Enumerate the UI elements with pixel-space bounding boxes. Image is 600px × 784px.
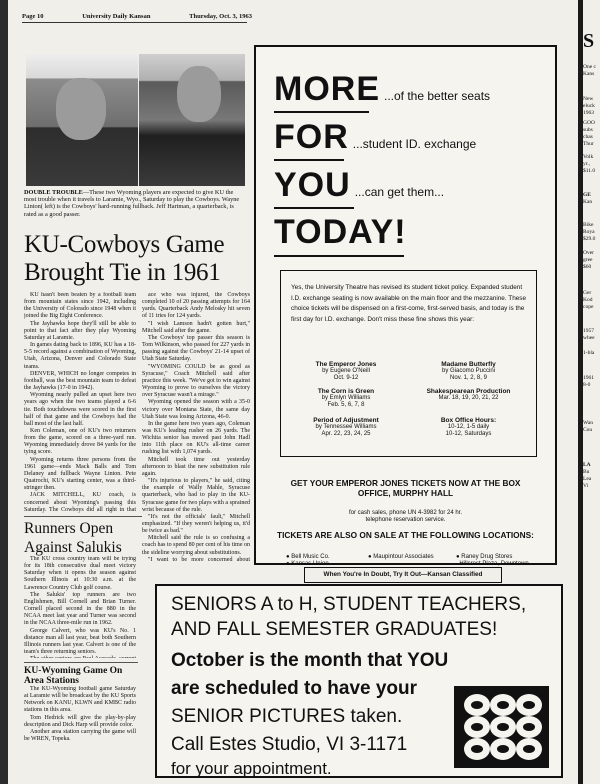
box-office-hours: [411, 417, 526, 438]
ad-line-for: [274, 118, 476, 157]
paragraph: Ken Coleman, one of KU's two returners from the game, scored on a three-yard run. Wyoming immediately drove 84 yards for the tying score.: [24, 427, 136, 456]
caption-lead: DOUBLE TROUBLE: [24, 189, 83, 196]
fragment: New: [583, 96, 594, 102]
ad-underline: [274, 159, 344, 161]
logo-ring: [464, 716, 490, 738]
outlet-item: ● Kansas Union: [286, 561, 329, 567]
paragraph: Tom Hedrick will give the play-by-play description and Dick Harp will provide color.: [24, 714, 136, 728]
outlet-name: Bell Music Co.: [291, 554, 330, 560]
hours-saturday: 10-12, Saturdays: [445, 431, 492, 437]
fragment: Thur: [583, 141, 594, 147]
logo-ring: [490, 716, 516, 738]
ad-big-word: FOR: [274, 118, 349, 156]
fragment: Roya: [583, 229, 595, 235]
fragment: chas: [583, 134, 593, 140]
story1-column-2: [142, 292, 250, 562]
logo-ring: [516, 738, 542, 760]
issue-date: Thursday, Oct. 3, 1963: [189, 13, 252, 20]
play-dates: Feb. 5, 6, 7, 8: [327, 402, 365, 408]
paragraph: Wyoming returns three persons from the 1961 game—ends Mack Balls and Tom Delaney and fullback Wayne Linton. Pete Quatrochi, KU's starting center, was a third-stringer then.: [24, 456, 136, 492]
headline-runners: Runners Open Against Salukis: [24, 516, 142, 557]
fragment: 1-bla: [583, 350, 595, 356]
ad-underline: [274, 255, 404, 257]
ad-underline: [274, 111, 369, 113]
adjacent-page-edge: [583, 0, 600, 784]
fragment: whee: [583, 335, 595, 341]
play-title: Period of Adjustment: [313, 417, 379, 424]
fragment: Vi: [583, 483, 589, 489]
fragment: Bu: [583, 469, 590, 475]
fragment: 8-0: [583, 382, 591, 388]
fragment: $11.0: [583, 168, 596, 174]
story2-body: [24, 556, 136, 658]
ad-line-more: [274, 70, 490, 109]
photo-caption: [24, 189, 246, 218]
hours-title: Box Office Hours:: [440, 417, 497, 424]
paragraph: KU hasn't been beaten by a football team from mountain states since 1942, including the University of Colorado since 1948 when it joined the Big Eight Conference.: [24, 292, 136, 320]
paragraph: Mitchell took time out yesterday afternoon to blast the new substitution rule again.: [142, 456, 250, 477]
fragment: Volk: [583, 154, 594, 160]
ad-line: are scheduled to have your: [171, 678, 418, 699]
ad-line: October is the month that YOU: [171, 650, 449, 671]
player-face: [177, 66, 221, 122]
logo-ring: [490, 738, 516, 760]
fragment: $29.0: [583, 236, 596, 242]
header-rule: [22, 22, 247, 23]
fragment: S: [583, 30, 595, 52]
play-author: by Emlyn Williams: [321, 395, 371, 401]
play-listing: [291, 417, 401, 438]
fragment: yr.,: [583, 161, 591, 167]
paragraph: The Jayhawks hope they'll still be able to point to that fact after they play Wyoming Saturday at Laramie.: [24, 320, 136, 341]
ad-big-word: MORE: [274, 70, 380, 108]
headline-ku-cowboys: KU-Cowboys Game Brought Tie in 1961: [24, 231, 225, 286]
ad-line: AND FALL SEMESTER GRADUATES!: [171, 619, 498, 640]
ad-line: SENIOR PICTURES taken.: [171, 706, 403, 727]
logo-ring: [464, 738, 490, 760]
policy-intro: Yes, the University Theatre has revised its student ticket policy. Expanded student I.D. exchange seating is now available on the main floor and the mezzanine. These choice tickets will be dispensed on a first-come, first-served basis, and today is the first day for I.D. exchange. Don't miss these fine shows this year:: [291, 284, 527, 323]
ad-big-word: TODAY!: [274, 213, 407, 251]
play-title: The Emperor Jones: [315, 361, 377, 368]
play-author: by Tennessee Williams: [315, 424, 377, 430]
play-author: by Giacomo Puccini: [441, 368, 496, 374]
player-face: [56, 78, 106, 140]
outlet-list: [286, 554, 366, 568]
logo-ring: [464, 694, 490, 716]
photo-jeff-hartman: [139, 54, 245, 186]
fragment: eluck: [583, 103, 595, 109]
classified-banner: When You're In Doubt, Try It Out—Kansan Classified: [304, 567, 502, 583]
paragraph: "It's not the officials' fault," Mitchell emphasized. "If they weren't helping us, it'd be twice as bad.": [142, 513, 250, 535]
paragraph: "WYOMING COULD be as good as Syracuse," Coach Mitchell said after practice this week. "We've got to win against Wyoming to prove to ourselves the victory over Syracuse wasn't a mirage.": [142, 363, 250, 399]
fragment: Cou: [583, 427, 593, 433]
play-dates: Nov. 1, 2, 8, 9: [450, 375, 487, 381]
fragment: gree: [583, 257, 593, 263]
outlet-list: [368, 554, 453, 561]
outlet-name: Maupintour Associates: [373, 554, 434, 560]
fragment: 1957: [583, 328, 594, 334]
paragraph: "I wish Lamson hadn't gotten hurt," Mitchell said after the game.: [142, 320, 250, 334]
play-dates: Oct. 9-12: [333, 375, 359, 381]
logo-ring: [490, 694, 516, 716]
fragment: Kan: [583, 199, 593, 205]
studio-advertisement: [155, 584, 563, 778]
paragraph: Wyoming opened the season with a 35-0 victory over Montana State, the same day Utah State was losing Arizona, 46-0.: [142, 399, 250, 420]
ad-line: Call Estes Studio, VI 3-1171: [171, 734, 408, 755]
play-dates: Mar. 18, 19, 20, 21, 22: [438, 395, 499, 401]
logo-ring: [516, 694, 542, 716]
ad-line-you: [274, 166, 444, 205]
paragraph: JACK MITCHELL, KU coach, is concerned about Wyoming's passing this Saturday. The Cowboys did all right in that: [24, 492, 136, 513]
ad-big-word: YOU: [274, 166, 351, 204]
paper-name: University Daily Kansan: [82, 13, 151, 20]
ad-sub-phrase: ...can get them...: [354, 185, 445, 199]
phone-line: telephone reservation service.: [365, 517, 446, 523]
play-listing: [411, 388, 526, 402]
theatre-advertisement: [254, 45, 557, 565]
paragraph: DENVER, WHICH no longer competes in football, was the best mountain team to defeat the Jayhawks (17-0 in 1942).: [24, 370, 136, 392]
ad-line-today: [274, 213, 407, 252]
outlet-item: ● Bell Music Co.: [286, 554, 330, 560]
outlet-item: ● Raney Drug Stores: [456, 554, 513, 560]
outlet-name: Hillcrest Plaza, Downtown: [459, 561, 529, 567]
estes-studio-logo-icon: [454, 686, 549, 768]
paragraph: The KU-Wyoming football game Saturday at Laramie will be broadcast by the KU Sports Network on KANU, KLWN and KMBC radio stations in this area.: [24, 686, 136, 714]
play-listing: [411, 361, 526, 382]
fragment: 1961: [583, 375, 594, 381]
fragment: subs: [583, 127, 593, 133]
outlet-name: Raney Drug Stores: [461, 554, 513, 560]
paragraph: Wyoming nearly pulled an upset here two years ago when the two teams played a 6-6 tie. Both touchdowns were scored in the first half of that game and the Cowboys had the ball most of the last half.: [24, 392, 136, 427]
page-header: [22, 13, 252, 20]
headline-broadcast: KU-Wyoming Game On Area Stations: [24, 662, 138, 686]
newspaper-page: [8, 0, 578, 784]
ad-sub-phrase: ...of the better seats: [384, 89, 491, 103]
paragraph: Mitchell said the rule is so confusing a coach has to spend 80 per cent of his time on the sideline worrying about substitutions.: [142, 535, 250, 556]
fragment: 1963: [583, 110, 594, 116]
paragraph: The Cowboys' top passer this season is Tom Wilkinson, who passed for 227 yards in passing against the Cowboys' 21-14 upset of Utah State Saturday.: [142, 334, 250, 363]
fragment: cope: [583, 304, 594, 310]
page-number: Page 10: [22, 13, 44, 20]
fragment: Kod: [583, 297, 593, 303]
fragment: Ger: [583, 290, 592, 296]
fragment: Wan: [583, 420, 593, 426]
outlet-list: [456, 554, 552, 568]
story1-column-1: [24, 292, 136, 514]
photo-wayne-linton: [26, 54, 138, 186]
phone-line: for cash sales, phone UN 4-3982 for 24 hr.: [348, 510, 463, 516]
play-author: by Eugene O'Neill: [322, 368, 370, 374]
play-title: The Corn is Green: [317, 388, 375, 395]
ad-line: SENIORS A to H, STUDENT TEACHERS,: [171, 594, 527, 615]
outlet-name: Kansas Union: [291, 561, 329, 567]
paragraph: In games dating back to 1896, KU has a 18-5-5 record against a combination of Wyoming, Utah, Arizona, Denver and Colorado State teams.: [24, 342, 136, 370]
play-dates: Apr. 22, 23, 24, 25: [321, 431, 371, 437]
paragraph: Another area station carrying the game will be WREN, Topeka.: [24, 728, 136, 743]
paragraph: "I want to be more concerned about: [148, 556, 250, 562]
fragment: Lea: [583, 476, 592, 482]
caption-text: —These two Wyoming players are expected to give KU the most trouble when it travels to Laramie, Wyo., Saturday to play the Cowboys. Wayne Linton( left) is the Cowboys' hard-running fullback. Jeff Hartman, a quarterback, is rated as a good passer.: [24, 189, 240, 218]
phone-reservation: [274, 510, 537, 524]
fragment: $60: [583, 264, 592, 270]
paragraph: George Calvert, who was KU's No. 1 distance man all last year, beat both Southern Illinois runners last year. Calvert is one of the team's three returning seniors.: [24, 627, 136, 656]
hours-daily: 10-12, 1-5 daily: [447, 424, 490, 430]
paragraph: "It's injurious to players," he said, citing the example of Wally Mahle, Syracuse quarterback, who had to play in the KU-Syracuse game for two plays with a sprained wrist because of the rule.: [142, 478, 250, 513]
paragraph: The KU cross country team will be trying for its 18th consecutive dual meet victory Saturday when it opens the season against Southern Illinois at 10:30 a.m. at the Lawrence Country Club golf course.: [24, 556, 136, 591]
story3-body: [24, 686, 136, 778]
fragment: One c: [583, 64, 596, 70]
fragment: Kans: [583, 71, 595, 77]
fragment: Over: [583, 250, 594, 256]
fragment: GOO: [583, 120, 595, 126]
play-title: Shakespearean Production: [426, 388, 511, 395]
ad-underline: [274, 207, 354, 209]
fragment: GE: [583, 192, 591, 198]
paragraph: The Salukis' top runners are two Englishmen, Bill Cornell and Brian Turner. Cornell placed second in the 880 in the NCAA meet last year and Turner was second in the NCAA three-mile run in 1962.: [24, 591, 136, 627]
fragment: LA: [583, 462, 591, 468]
also-on-sale-heading: TICKETS ARE ALSO ON SALE AT THE FOLLOWING LOCATIONS:: [277, 530, 534, 540]
play-listing: [291, 388, 401, 409]
logo-ring: [516, 716, 542, 738]
ticket-policy-box: [280, 270, 537, 457]
get-tickets-heading: GET YOUR EMPEROR JONES TICKETS NOW AT THE BOX OFFICE, MURPHY HALL: [290, 478, 521, 498]
fragment: Bike: [583, 222, 594, 228]
ad-line: for your appointment.: [171, 759, 332, 778]
paragraph: ace who was injured, the Cowboys completed 10 of 20 passing attempts for 164 yards. Quarterback Andy Melosky hit seven of 11 tries for 124 yards.: [142, 292, 250, 320]
paragraph: [24, 656, 136, 658]
paragraph: In the game here two years ago, Coleman was KU's leading rusher on 26 yards. The Wichita senior has moved past John Hadl into 11th place on KU's all-time career rushing list with 1,074 yards.: [142, 420, 250, 456]
outlet-item: ● Maupintour Associates: [368, 554, 434, 560]
ad-sub-phrase: ...student ID. exchange: [352, 137, 477, 151]
play-listing: [291, 361, 401, 382]
play-title: Madame Butterfly: [441, 361, 496, 368]
